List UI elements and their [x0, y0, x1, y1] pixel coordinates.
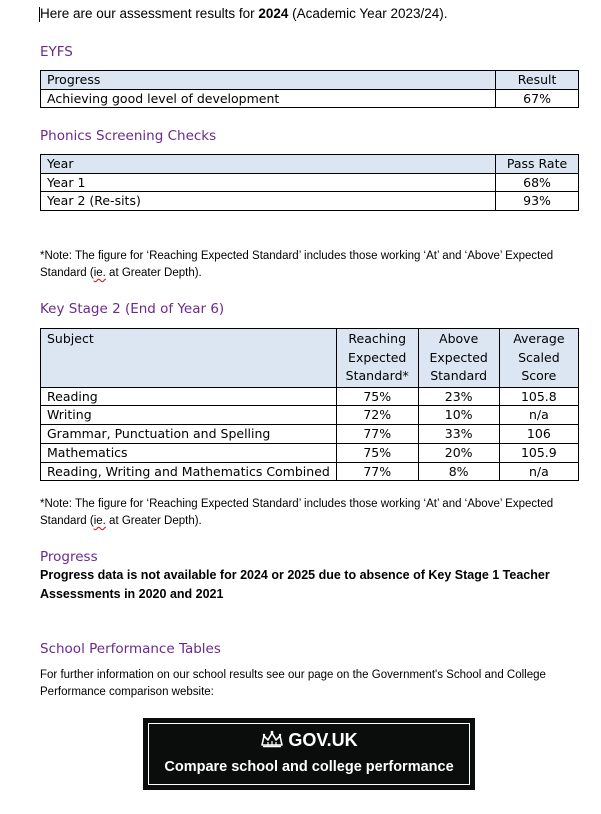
table-cell: Year 2 (Re-sits)	[41, 192, 496, 211]
table-cell: Year 1	[41, 173, 496, 192]
table-row	[41, 387, 579, 406]
progress-text: Progress data is not available for 2024 or 2025 due to absence of Key Stage 1 Teacher Assessments in 2020 and 2021	[40, 568, 550, 601]
table-cell: Achieving good level of development	[41, 89, 496, 108]
gov-uk-subtitle: Compare school and college performance	[164, 759, 454, 775]
table-cell: 72%	[336, 406, 418, 425]
table-row	[41, 443, 579, 462]
table-cell: 23%	[418, 387, 499, 406]
table-row	[41, 406, 579, 425]
intro-text: Here are our assessment results for 2024 (Academic Year 2023/24).	[40, 6, 448, 21]
table-cell: 68%	[496, 173, 579, 192]
performance-tables-text: For further information on our school results see our page on the Government's School and College Performance comparison website:	[40, 669, 546, 698]
eyfs-table	[40, 70, 579, 108]
table-cell: n/a	[499, 406, 578, 425]
spelling-flag: ie.	[93, 515, 106, 527]
table-row	[41, 89, 579, 108]
table-cell: Grammar, Punctuation and Spelling	[41, 425, 337, 444]
table-cell: 77%	[336, 425, 418, 444]
note-text: *Note: The figure for ‘Reaching Expected Standard’ includes those working ‘At’ and ‘Above’ Expected Standard (ie. at Greater Depth).	[40, 498, 554, 527]
table-cell: Reading, Writing and Mathematics Combined	[41, 462, 337, 481]
column-header: Progress	[41, 71, 496, 90]
intro-year: 2024	[258, 6, 289, 21]
column-header: Above Expected Standard	[418, 329, 499, 388]
table-cell: Mathematics	[41, 443, 337, 462]
eyfs-heading: EYFS	[40, 44, 73, 60]
crown-icon	[260, 730, 284, 753]
table-row	[41, 192, 579, 211]
note-text: *Note: The figure for ‘Reaching Expected Standard’ includes those working ‘At’ and ‘Above’ Expected Standard (ie. at Greater Depth).	[40, 250, 554, 279]
column-header: Subject	[41, 329, 337, 388]
text-cursor	[39, 7, 40, 22]
phonics-table	[40, 154, 579, 211]
table-cell: 75%	[336, 387, 418, 406]
column-header: Year	[41, 155, 496, 174]
progress-heading: Progress	[40, 549, 98, 565]
spelling-flag: ie.	[93, 267, 106, 279]
table-header-row	[41, 71, 579, 90]
table-cell: 105.8	[499, 387, 578, 406]
gov-uk-logo: GOV.UK	[145, 730, 473, 753]
ks2-table	[40, 328, 579, 481]
table-cell: 93%	[496, 192, 579, 211]
ks2-heading: Key Stage 2 (End of Year 6)	[40, 301, 225, 317]
table-row	[41, 425, 579, 444]
table-cell: n/a	[499, 462, 578, 481]
table-cell: 105.9	[499, 443, 578, 462]
table-header-row	[41, 329, 579, 388]
performance-tables-heading: School Performance Tables	[40, 641, 221, 657]
table-cell: Reading	[41, 387, 337, 406]
column-header: Result	[496, 71, 579, 90]
table-row	[41, 173, 579, 192]
table-cell: 106	[499, 425, 578, 444]
phonics-heading: Phonics Screening Checks	[40, 128, 217, 144]
table-cell: 10%	[418, 406, 499, 425]
table-cell: 67%	[496, 89, 579, 108]
table-cell: 77%	[336, 462, 418, 481]
table-row	[41, 462, 579, 481]
gov-uk-compare-link[interactable]	[143, 718, 475, 790]
table-cell: 75%	[336, 443, 418, 462]
column-header: Pass Rate	[496, 155, 579, 174]
table-cell: Writing	[41, 406, 337, 425]
column-header: Average Scaled Score	[499, 329, 578, 388]
table-header-row	[41, 155, 579, 174]
table-cell: 20%	[418, 443, 499, 462]
column-header: Reaching Expected Standard*	[336, 329, 418, 388]
table-cell: 33%	[418, 425, 499, 444]
table-cell: 8%	[418, 462, 499, 481]
